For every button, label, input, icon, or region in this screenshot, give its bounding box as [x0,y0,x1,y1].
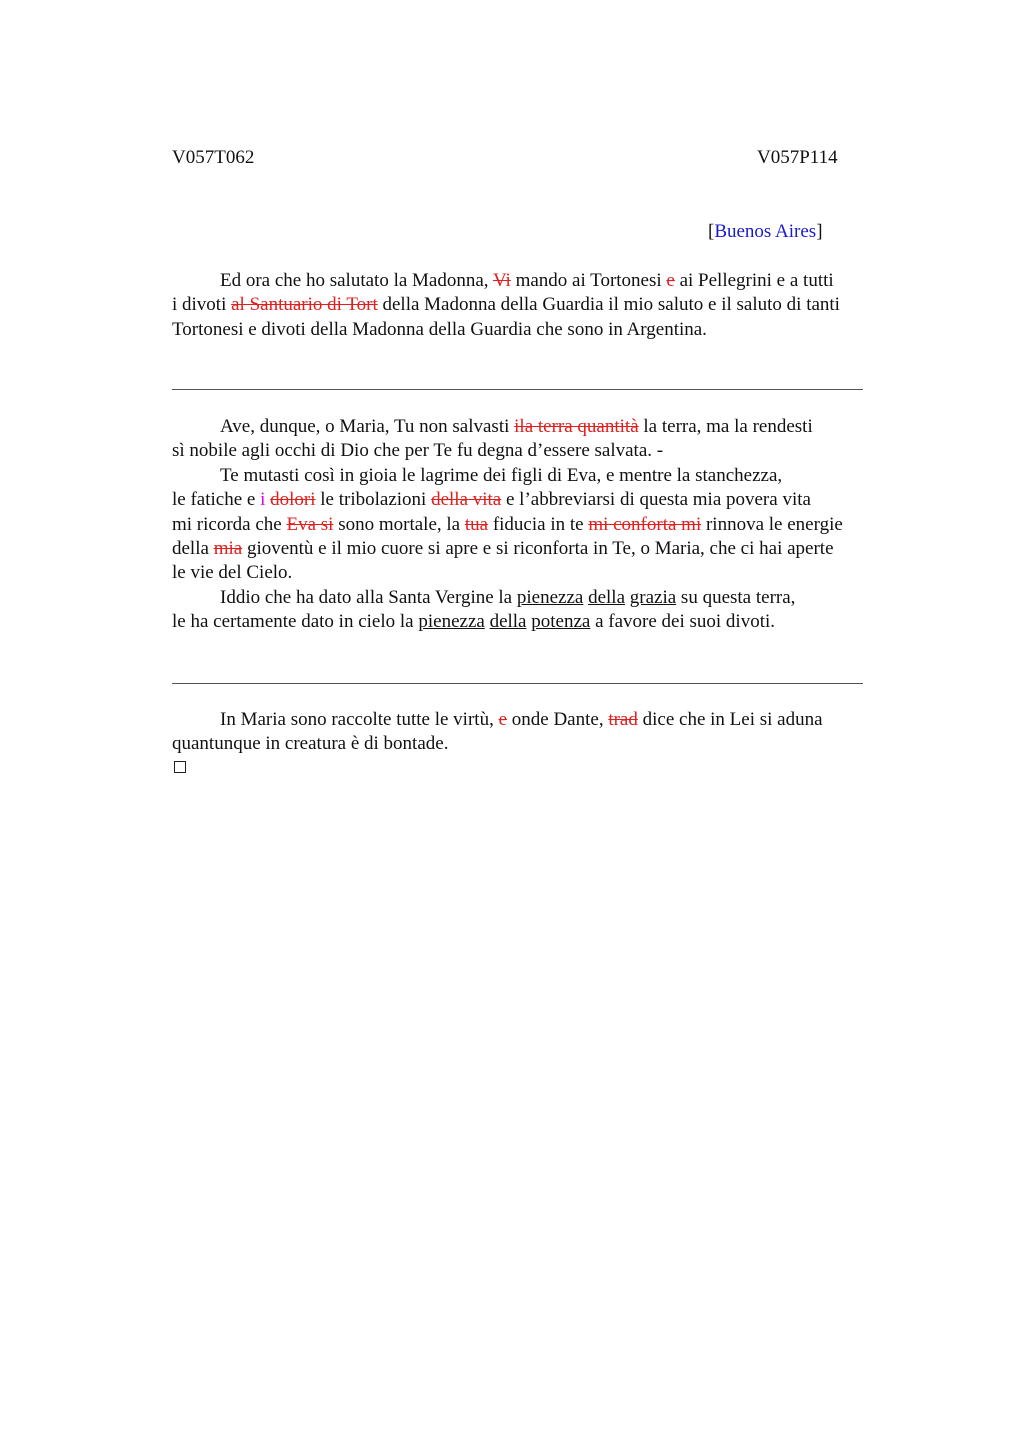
text-run: a favore dei suoi divoti. [590,611,776,633]
deleted-text: tua [464,513,489,535]
text-run: onde Dante, [507,709,609,730]
underlined-text: grazia [629,586,677,608]
deleted-text: Vi [492,270,511,291]
text-run: In Maria sono raccolte tutte le virtù, [220,709,499,730]
text-line [172,708,907,732]
text-line [172,415,907,439]
bracket-close: ] [816,221,823,242]
text-run: su questa terra, [676,586,796,608]
text-run: Ed ora che ho salutato la Madonna, [220,270,493,291]
text-run: le ha certamente dato in cielo la [172,611,419,633]
end-marker-box [174,761,186,773]
text-run: Iddio che ha dato alla Santa Vergine la [220,586,517,608]
deleted-text: e [666,270,675,291]
text-run: della [172,537,214,559]
text-run: le tribolazioni [315,489,432,511]
text-run: ai Pellegrini e a tutti [674,270,834,291]
text-line: sì nobile agli occhi di Dio che per Te fu degna d’essere salvata. - [172,440,664,462]
section-divider [172,389,863,390]
text-line [172,488,907,512]
paragraph-block-3 [172,708,907,757]
deleted-text: ila terra quantità [514,416,639,437]
text-run: sono mortale, la [333,513,465,535]
deleted-text: Eva si [286,513,334,535]
text-run: fiducia in te [488,513,589,535]
text-line: Tortonesi e divoti della Madonna della Guardia che sono in Argentina. [172,318,707,340]
paragraph-block-1 [172,269,907,342]
text-run: i divoti [172,294,232,316]
text-run: rinnova le energie [701,513,843,535]
deleted-text: mi conforta mi [588,513,702,535]
text-run: mando ai Tortonesi [510,270,667,291]
underlined-text: pienezza [418,611,485,633]
text-line [172,610,907,634]
text-line: Te mutasti così in gioia le lagrime dei figli di Eva, e mentre la stanchezza, [220,464,783,486]
section-divider [172,683,863,684]
inserted-text: i [260,489,266,511]
underlined-text: della [489,611,527,633]
text-line [172,513,907,537]
text-line [172,293,907,317]
deleted-text: dolori [270,489,316,511]
text-line [172,586,907,610]
text-run: dice che in Lei si aduna [637,709,823,730]
text-run: della Madonna della Guardia il mio saluto e il saluto di tanti [377,294,840,316]
text-line: le vie del Cielo. [172,562,293,584]
text-run: gioventù e il mio cuore si apre e si riconforta in Te, o Maria, che ci hai aperte [242,537,834,559]
underlined-text: potenza [531,611,591,633]
text-line [172,269,907,293]
text-run: Ave, dunque, o Maria, Tu non salvasti [220,416,515,437]
deleted-text: trad [608,709,638,730]
deleted-text: al Santuario di Tort [231,294,378,316]
bracket-open: [ [708,221,715,242]
paragraph-block-2 [172,415,907,635]
text-run: le fatiche e [172,489,261,511]
deleted-text: e [498,709,508,730]
text-line: quantunque in creatura è di bontade. [172,733,449,755]
deleted-text: della vita [431,489,502,511]
document-code-right: V057P114 [757,147,838,168]
text-line [172,537,907,561]
deleted-text: mia [213,537,243,559]
underlined-text: pienezza [516,586,584,608]
document-code-left: V057T062 [172,147,255,168]
place-name: Buenos Aires [714,221,817,242]
underlined-text: della [588,586,626,608]
text-run: la terra, ma la rendesti [638,416,813,437]
text-run: mi ricorda che [172,513,287,535]
place-heading [708,221,823,243]
text-run: e l’abbreviarsi di questa mia povera vita [501,489,811,511]
